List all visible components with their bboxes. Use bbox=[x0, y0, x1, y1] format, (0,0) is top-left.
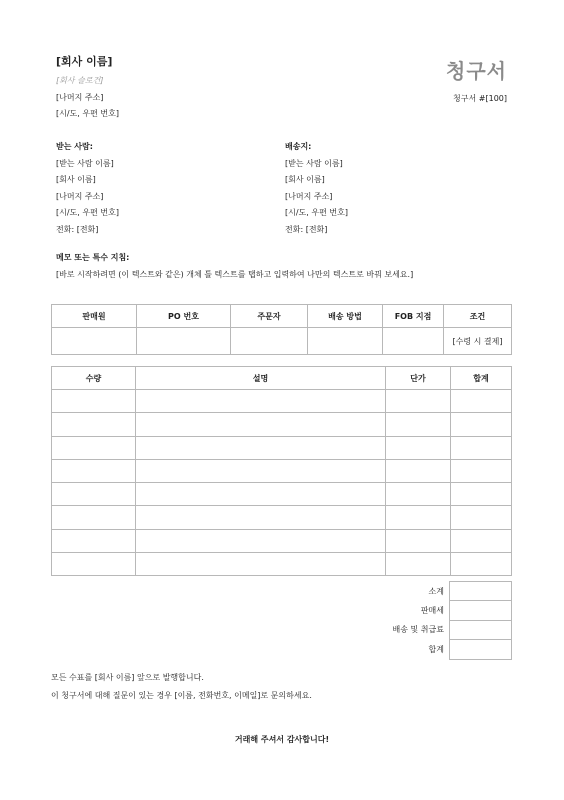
description-cell[interactable] bbox=[136, 506, 386, 529]
unit-price-cell[interactable] bbox=[386, 390, 451, 413]
company-address-line2: [시/도, 우편 번호] bbox=[56, 109, 119, 118]
notes-text: [바로 시작하려면 (이 텍스트와 같은) 개체 틀 텍스트를 탭하고 입력하여 나만의 텍스트로 바꿔 보세요.] bbox=[56, 270, 414, 279]
order-value-cell[interactable] bbox=[231, 328, 308, 355]
order-header-cell: 배송 방법 bbox=[308, 305, 383, 328]
unit-price-cell[interactable] bbox=[386, 506, 451, 529]
order-info-header-row bbox=[52, 305, 512, 328]
bill-to-heading: 받는 사람: bbox=[56, 142, 93, 151]
quantity-cell[interactable] bbox=[52, 529, 136, 552]
table-row bbox=[52, 413, 512, 436]
table-row bbox=[52, 506, 512, 529]
description-cell[interactable] bbox=[136, 413, 386, 436]
description-cell[interactable] bbox=[136, 390, 386, 413]
line-total-cell[interactable] bbox=[451, 553, 512, 576]
thank-you-message: 거래해 주셔서 감사합니다! bbox=[234, 735, 330, 744]
unit-price-cell[interactable] bbox=[386, 413, 451, 436]
sales-tax-label: 판매세 bbox=[420, 606, 444, 616]
ship-to-name: [받는 사람 이름] bbox=[285, 158, 343, 168]
ship-to-city: [시/도, 우편 번호] bbox=[285, 208, 348, 217]
unit-price-cell[interactable] bbox=[386, 436, 451, 459]
order-value-cell[interactable] bbox=[137, 328, 231, 355]
bill-to-phone: 전화: [전화] bbox=[56, 224, 99, 234]
quantity-cell[interactable] bbox=[52, 506, 136, 529]
line-total-cell[interactable] bbox=[451, 483, 512, 506]
order-value-cell[interactable] bbox=[308, 328, 383, 355]
quantity-cell[interactable] bbox=[52, 553, 136, 576]
quantity-cell[interactable] bbox=[52, 459, 136, 482]
bill-to-address: [나머지 주소] bbox=[56, 191, 104, 201]
line-total-cell[interactable] bbox=[451, 529, 512, 552]
table-row bbox=[52, 459, 512, 482]
ship-to-block bbox=[285, 139, 348, 238]
table-row bbox=[52, 529, 512, 552]
total-value[interactable] bbox=[450, 640, 512, 659]
bill-to-company: [회사 이름] bbox=[56, 175, 96, 184]
shipping-value[interactable] bbox=[450, 620, 512, 639]
line-total-cell[interactable] bbox=[451, 413, 512, 436]
notes-heading: 메모 또는 특수 지침: bbox=[56, 253, 130, 262]
quantity-cell[interactable] bbox=[52, 436, 136, 459]
description-cell[interactable] bbox=[136, 459, 386, 482]
order-value-cell[interactable] bbox=[52, 328, 137, 355]
unit-price-cell[interactable] bbox=[386, 529, 451, 552]
ship-to-heading: 배송지: bbox=[285, 142, 312, 151]
table-row bbox=[52, 390, 512, 413]
bill-to-block bbox=[56, 139, 119, 238]
table-row bbox=[52, 553, 512, 576]
payable-note: 모든 수표를 [회사 이름] 앞으로 발행합니다. bbox=[51, 673, 204, 682]
table-row bbox=[52, 436, 512, 459]
company-name: [회사 이름] bbox=[56, 55, 113, 68]
order-header-cell: 판매원 bbox=[52, 305, 137, 328]
ship-to-phone: 전화: [전화] bbox=[285, 224, 328, 234]
order-header-cell: PO 번호 bbox=[137, 305, 231, 328]
contact-note: 이 청구서에 대해 질문이 있는 경우 [이름, 전화번호, 이메일]로 문의하세요. bbox=[51, 691, 312, 700]
order-info-value-row bbox=[52, 328, 512, 355]
invoice-number: 청구서 #[100] bbox=[453, 94, 507, 103]
order-value-cell[interactable]: [수령 시 결제] bbox=[444, 328, 512, 355]
order-header-cell: 조건 bbox=[444, 305, 512, 328]
quantity-cell[interactable] bbox=[52, 483, 136, 506]
order-info-table bbox=[51, 304, 512, 355]
description-cell[interactable] bbox=[136, 436, 386, 459]
subtotal-label: 소계 bbox=[428, 586, 444, 596]
company-address-line1: [나머지 주소] bbox=[56, 93, 104, 102]
bill-to-name: [받는 사람 이름] bbox=[56, 158, 114, 168]
order-value-cell[interactable] bbox=[383, 328, 444, 355]
sales-tax-value[interactable] bbox=[450, 601, 512, 620]
items-header-cell: 설명 bbox=[136, 367, 386, 390]
sales-tax-row bbox=[386, 601, 512, 620]
order-header-cell: FOB 지점 bbox=[383, 305, 444, 328]
description-cell[interactable] bbox=[136, 529, 386, 552]
shipping-label: 배송 및 취급료 bbox=[392, 625, 444, 635]
line-items-table bbox=[51, 366, 512, 576]
description-cell[interactable] bbox=[136, 483, 386, 506]
unit-price-cell[interactable] bbox=[386, 553, 451, 576]
order-header-cell: 주문자 bbox=[231, 305, 308, 328]
ship-to-address: [나머지 주소] bbox=[285, 191, 333, 201]
company-slogan: [회사 슬로건] bbox=[56, 76, 104, 85]
line-total-cell[interactable] bbox=[451, 390, 512, 413]
line-total-cell[interactable] bbox=[451, 459, 512, 482]
line-total-cell[interactable] bbox=[451, 506, 512, 529]
unit-price-cell[interactable] bbox=[386, 459, 451, 482]
items-header-cell: 수량 bbox=[52, 367, 136, 390]
table-row bbox=[52, 483, 512, 506]
quantity-cell[interactable] bbox=[52, 390, 136, 413]
subtotal-row bbox=[386, 582, 512, 601]
totals-table bbox=[386, 581, 512, 660]
unit-price-cell[interactable] bbox=[386, 483, 451, 506]
subtotal-value[interactable] bbox=[450, 582, 512, 601]
ship-to-company: [회사 이름] bbox=[285, 175, 325, 184]
total-row bbox=[386, 640, 512, 659]
quantity-cell[interactable] bbox=[52, 413, 136, 436]
items-header-cell: 합계 bbox=[451, 367, 512, 390]
shipping-row bbox=[386, 620, 512, 639]
bill-to-city: [시/도, 우편 번호] bbox=[56, 208, 119, 217]
line-items-header-row bbox=[52, 367, 512, 390]
total-label: 합계 bbox=[428, 644, 444, 654]
document-title: 청구서 bbox=[446, 59, 507, 83]
description-cell[interactable] bbox=[136, 553, 386, 576]
line-total-cell[interactable] bbox=[451, 436, 512, 459]
items-header-cell: 단가 bbox=[386, 367, 451, 390]
